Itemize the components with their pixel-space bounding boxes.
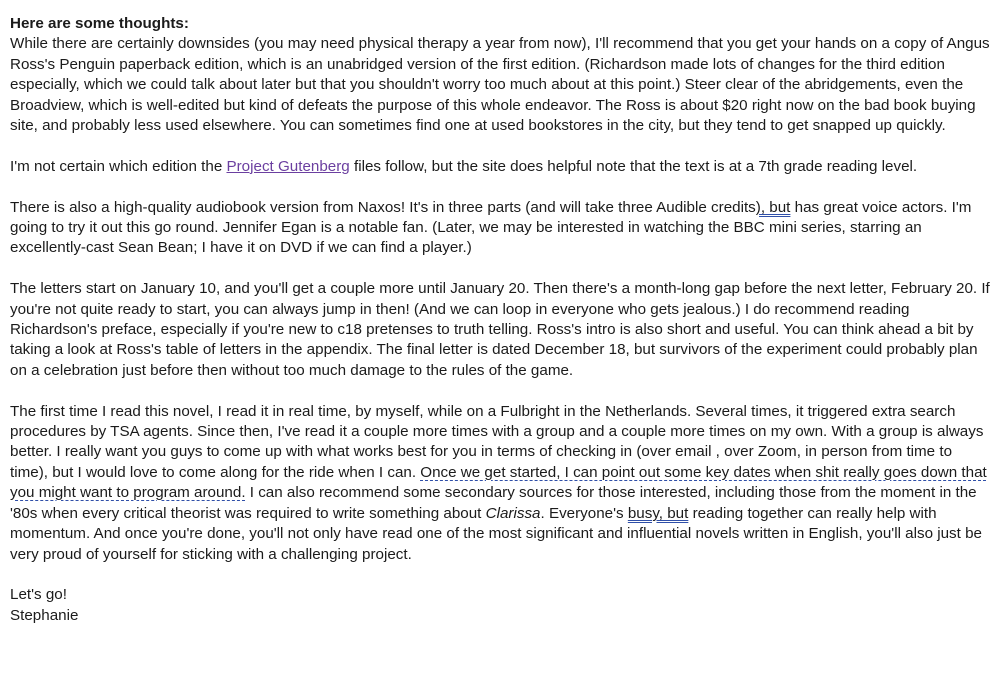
clarity-suggestion[interactable]: Once we get started, I can point out some key dates when shit really goes down that you might want to program around. (10, 463, 987, 502)
book-title: Clarissa (485, 504, 541, 522)
project-gutenberg-link[interactable]: Project Gutenberg (226, 157, 350, 175)
grammar-suggestion[interactable]: busy, but (627, 504, 689, 522)
closing-line: Let's go! (10, 586, 67, 604)
text-run: . Everyone's (540, 504, 628, 522)
text-run: reading together can really help with momentum. And once you're done, you'll not only have read one of the most significant and influential novels written in English, you'll also just be very proud of yourself for sticking with a challenging project. (10, 504, 982, 563)
signature: Stephanie (10, 606, 79, 624)
email-heading: Here are some thoughts: (10, 15, 189, 32)
text-run: files follow, but the site does helpful note that the text is at a 7th grade reading level. (349, 157, 918, 175)
paragraph-audiobook (10, 198, 990, 259)
paragraph-schedule: The letters start on January 10, and you'll get a couple more until January 20. Then there's a month-long gap before the next letter, February 20. If you're not quite ready to start, you can always jump in then! (And we can loop in everyone who gets jealous.) I do recommend reading Richardson's preface, especially if you're new to c18 pretenses to truth telling. Ross's intro is also short and useful. You can think ahead a bit by taking a look at Ross's table of letters in the appendix. The final letter is dated December 18, but survivors of the experiment could probably plan on a celebration just before then without too much damage to the rules of the game. (10, 280, 990, 379)
text-run: has great voice actors. I'm going to try it out this go round. Jennifer Egan is a notable fan. (Later, we may be interested in watching the BBC mini series, starring an excellently-cast Sean Bean; I have it on DVD if we can find a player.) (10, 198, 972, 257)
intro-paragraph (10, 14, 990, 136)
text-run: I'm not certain which edition the (10, 157, 227, 175)
paragraph-editions: While there are certainly downsides (you may need physical therapy a year from now), I'll recommend that you get your hands on a copy of Angus Ross's Penguin paperback edition, which is an unabridged version of the first edition. (Richardson made lots of changes for the third edition especially, which we could talk about later but that you shouldn't worry too much about at this point.) Steer clear of the abridgements, even the Broadview, which is well-edited but kind of defeats the purpose of this whole endeavor. The Ross is about $20 right now on the bad book buying site, and probably less used elsewhere. You can sometimes find one at used bookstores in the city, but they tend to get snapped up quickly. (10, 35, 990, 135)
signoff (10, 585, 990, 626)
paragraph-gutenberg (10, 157, 990, 177)
text-run: There is also a high-quality audiobook version from Naxos! It's in three parts (and will take three Audible credits (10, 198, 756, 216)
paragraph-experience (10, 402, 990, 565)
text-run: The first time I read this novel, I read it in real time, by myself, while on a Fulbright in the Netherlands. Several times, it triggered extra search procedures by TSA agents. Since then, I've read it a couple more times with a group and a couple more times on my own. With a group is always better. I really want you guys to come up with what works best for you in terms of checking in (over email , over Zoom, in person from time to time), but I would love to come along for the ride when I can. (10, 402, 984, 481)
grammar-suggestion[interactable]: ), but (755, 198, 791, 216)
text-run: I can also recommend some secondary sources for those interested, including those from the moment in the '80s when every critical theorist was required to write something about (10, 484, 977, 522)
